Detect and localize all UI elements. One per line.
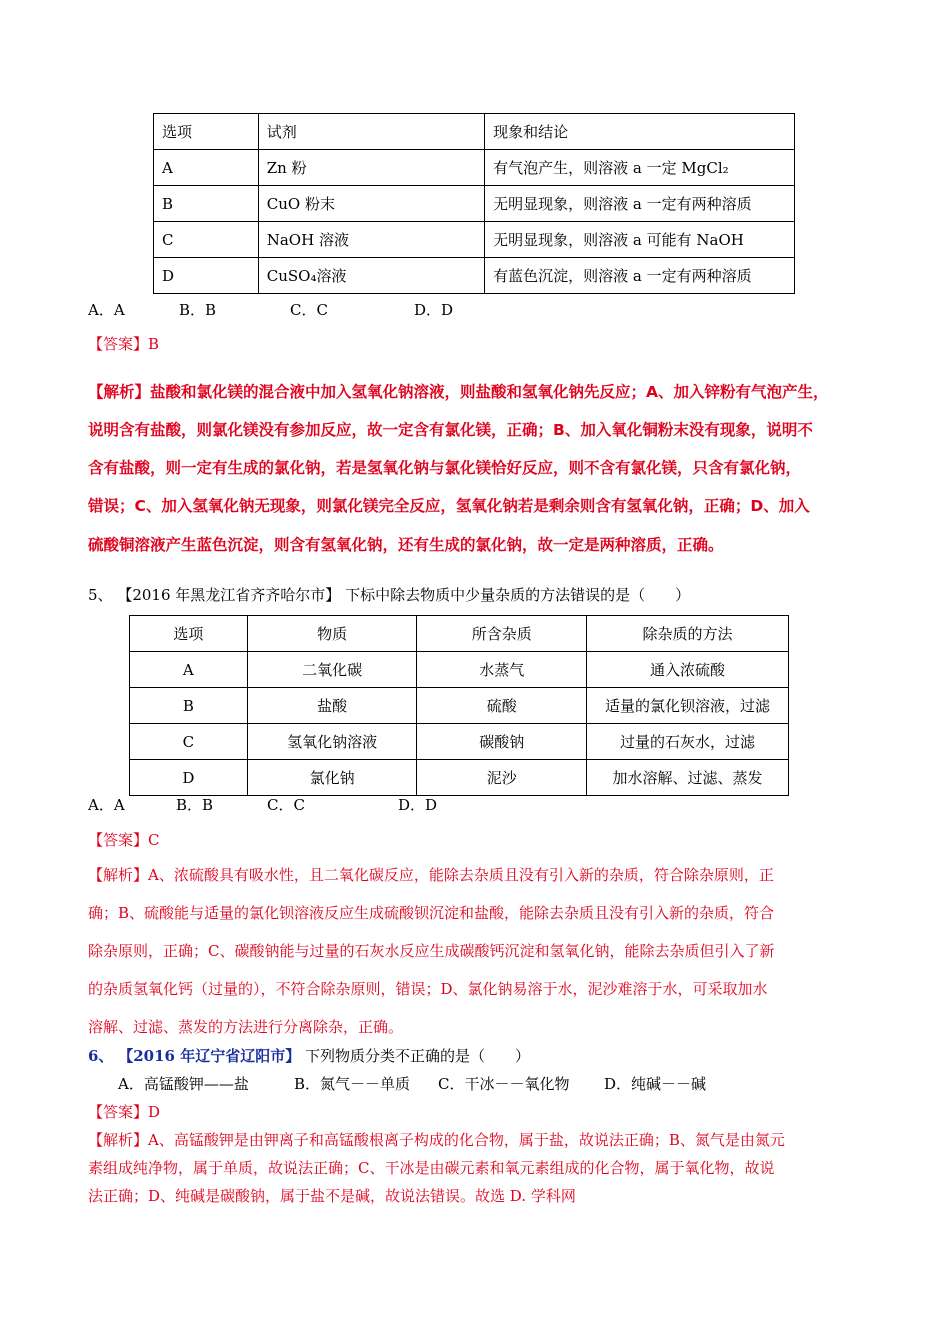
- table-header-cell: 除杂质的方法: [587, 616, 789, 652]
- table-cell: 无明显现象，则溶液 a 一定有两种溶质: [485, 186, 795, 222]
- table-cell: 加水溶解、过滤、蒸发: [587, 760, 789, 796]
- question-text: 下标中除去物质中少量杂质的方法错误的是（ ）: [345, 586, 691, 604]
- table-row: [130, 760, 789, 796]
- table-header-cell: 试剂: [258, 114, 484, 150]
- analysis-line: 确；B、硫酸能与适量的氯化钡溶液反应生成硫酸钡沉淀和盐酸，能除去杂质且没有引入新的杂质，符合: [88, 904, 775, 922]
- question-source: 【2016 年黑龙江省齐齐哈尔市】: [117, 586, 341, 604]
- table-row: [130, 724, 789, 760]
- q4-table: [153, 113, 795, 294]
- analysis-line: 素组成纯净物，属于单质，故说法正确；C、干冰是由碳元素和氧元素组成的化合物，属于氧化物，故说: [88, 1159, 775, 1177]
- q5-table: [129, 615, 789, 796]
- table-row: [130, 652, 789, 688]
- analysis-line: 说明含有盐酸，则氯化镁没有参加反应，故一定含有氯化镁，正确；B、加入氧化铜粉末没有现象，说明不: [88, 421, 813, 439]
- question-source: 【2016 年辽宁省辽阳市】: [118, 1047, 301, 1065]
- table-row: [154, 150, 795, 186]
- table-cell: 硫酸: [417, 688, 587, 724]
- table-cell: 氢氧化钠溶液: [247, 724, 417, 760]
- table-cell: CuO 粉末: [258, 186, 484, 222]
- table-header-cell: 物质: [247, 616, 417, 652]
- table-row: [130, 688, 789, 724]
- table-cell: 过量的石灰水，过滤: [587, 724, 789, 760]
- q6-stem: [88, 1045, 530, 1066]
- table-cell: B: [130, 688, 248, 724]
- table-cell: NaOH 溶液: [258, 222, 484, 258]
- q6-answer: 【答案】D: [88, 1103, 161, 1121]
- option-d: D．纯碱－－碱: [604, 1075, 707, 1093]
- option-a: A．高锰酸钾——盐: [118, 1075, 249, 1093]
- question-number: 6、: [88, 1047, 114, 1065]
- analysis-line: 法正确；D、纯碱是碳酸钠，属于盐不是碱，故说法错误。故选 D. 学科网: [88, 1187, 576, 1205]
- option-d: D．D: [398, 796, 438, 814]
- analysis-line: 【解析】A、浓硫酸具有吸水性，且二氧化碳反应，能除去杂质且没有引入新的杂质，符合除杂原则，正: [88, 866, 774, 884]
- option-c: C．干冰－－氧化物: [438, 1075, 570, 1093]
- option-c: C．C: [290, 301, 328, 319]
- table-cell: 通入浓硫酸: [587, 652, 789, 688]
- table-cell: C: [154, 222, 259, 258]
- table-cell: CuSO₄溶液: [258, 258, 484, 294]
- table-cell: B: [154, 186, 259, 222]
- analysis-line: 的杂质氢氧化钙（过量的），不符合除杂原则，错误；D、氯化钠易溶于水，泥沙难溶于水，可采取加水: [88, 980, 768, 998]
- table-cell: D: [154, 258, 259, 294]
- option-b: B．B: [176, 796, 214, 814]
- option-c: C．C: [267, 796, 305, 814]
- table-cell: A: [154, 150, 259, 186]
- table-cell: C: [130, 724, 248, 760]
- analysis-line: 硫酸铜溶液产生蓝色沉淀，则含有氢氧化钠，还有生成的氯化钠，故一定是两种溶质，正确。: [88, 536, 724, 554]
- q5-stem: [88, 584, 690, 605]
- analysis-line: 【解析】A、高锰酸钾是由钾离子和高锰酸根离子构成的化合物，属于盐，故说法正确；B、氮气是由氮元: [88, 1131, 785, 1149]
- question-text: 下列物质分类不正确的是（ ）: [304, 1047, 530, 1065]
- table-cell: 无明显现象，则溶液 a 可能有 NaOH: [485, 222, 795, 258]
- table-row: [154, 186, 795, 222]
- table-cell: 适量的氯化钡溶液，过滤: [587, 688, 789, 724]
- analysis-line: 溶解、过滤、蒸发的方法进行分离除杂，正确。: [88, 1018, 404, 1036]
- table-row: [154, 222, 795, 258]
- table-cell: D: [130, 760, 248, 796]
- table-cell: 有气泡产生，则溶液 a 一定 MgCl₂: [485, 150, 795, 186]
- table-header-cell: 选项: [154, 114, 259, 150]
- analysis-line: 错误；C、加入氢氧化钠无现象，则氯化镁完全反应，氢氧化钠若是剩余则含有氢氧化钠，正确；D、加入: [88, 497, 810, 515]
- table-cell: 泥沙: [417, 760, 587, 796]
- table-header-cell: 所含杂质: [417, 616, 587, 652]
- analysis-line: 除杂原则，正确；C、碳酸钠能与过量的石灰水反应生成碳酸钙沉淀和氢氧化钠，能除去杂质但引入了新: [88, 942, 775, 960]
- table-cell: 有蓝色沉淀，则溶液 a 一定有两种溶质: [485, 258, 795, 294]
- table-row: [154, 258, 795, 294]
- q5-answer: 【答案】C: [88, 831, 160, 849]
- option-a: A．A: [88, 796, 125, 814]
- analysis-line: 含有盐酸，则一定有生成的氯化钠，若是氢氧化钠与氯化镁恰好反应，则不含有氯化镁，只含有氯化钠，: [88, 459, 802, 477]
- table-cell: 氯化钠: [247, 760, 417, 796]
- option-d: D．D: [414, 301, 454, 319]
- table-cell: 盐酸: [247, 688, 417, 724]
- analysis-line: 【解析】盐酸和氯化镁的混合液中加入氢氧化钠溶液，则盐酸和氢氧化钠先反应；A、加入锌粉有气泡产生，: [88, 383, 829, 401]
- question-number: 5、: [88, 586, 113, 604]
- q4-answer: 【答案】B: [88, 335, 160, 353]
- table-cell: 二氧化碳: [247, 652, 417, 688]
- table-cell: 水蒸气: [417, 652, 587, 688]
- table-cell: A: [130, 652, 248, 688]
- option-b: B．氮气－－单质: [294, 1075, 411, 1093]
- table-cell: Zn 粉: [258, 150, 484, 186]
- table-header-row: [154, 114, 795, 150]
- option-a: A．A: [88, 301, 125, 319]
- option-b: B．B: [179, 301, 217, 319]
- table-header-cell: 现象和结论: [485, 114, 795, 150]
- table-cell: 碳酸钠: [417, 724, 587, 760]
- table-header-row: [130, 616, 789, 652]
- table-header-cell: 选项: [130, 616, 248, 652]
